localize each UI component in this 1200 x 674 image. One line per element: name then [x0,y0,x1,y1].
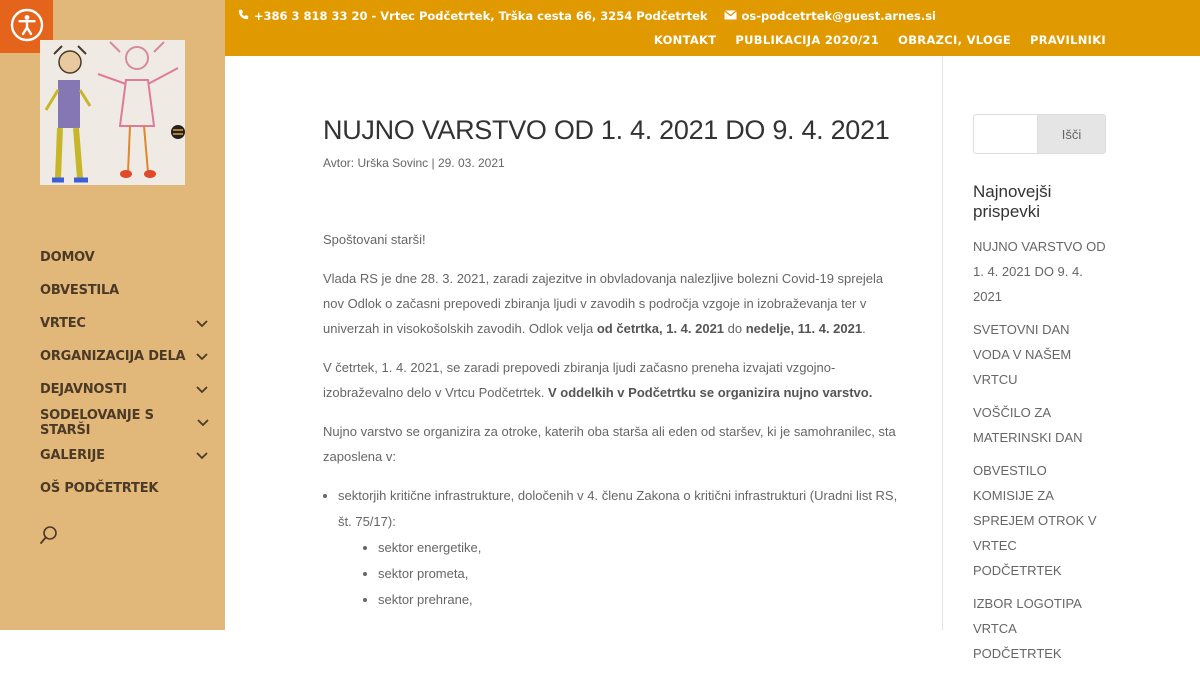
author-link[interactable]: Urška Sovinc [357,156,429,170]
list-item: • sektor energetike, [378,535,903,561]
sidebar-item-os-podcetrtek[interactable] [40,472,210,505]
paragraph-1: Vlada RS je dne 28. 3. 2021, zaradi zajezitve in obvladovanja nalezljive bolezni Covid-19 sprejela nov Odlok o začasni prepovedi zbiranja ljudi v zavodih s področja vzgoje in izobraževanja ter v univerzah in visokošolskih zavodih. Odlok velja od četrtka, 1. 4. 2021 do nedelje, 11. 4. 2021. [323,271,884,336]
contact-info [238,9,936,23]
sidebar-item-label: DEJAVNOSTI [40,382,127,397]
phone-icon [238,9,249,23]
list-item: • sektorjih kritične infrastrukture, določenih v 4. členu Zakona o kritični infrastrukturi (Uradni list RS, št. 75/17): • sektor energetike, • sektor prometa, • sektor prehrane, [338,483,903,613]
right-sidebar [973,114,1106,674]
nav-pravilniki[interactable]: PRAVILNIKI [1029,33,1106,47]
sidebar-item-galerije[interactable] [40,439,210,472]
post-meta [323,156,903,170]
phone-text: +386 3 818 33 20 - Vrtec Podčetrtek, Trška cesta 66, 3254 Podčetrtek [253,9,708,23]
greeting: Spoštovani starši! [323,232,426,247]
sidebar-item-domov[interactable] [40,241,210,274]
recent-post-link[interactable]: VOŠČILO ZA MATERINSKI DAN [973,405,1083,445]
sidebar-item-dejavnosti[interactable] [40,373,210,406]
post-article [323,110,903,613]
recent-posts-list [973,234,1106,666]
sidebar-item-vrtec[interactable] [40,307,210,340]
list-item: • sektor prometa, [378,561,903,587]
recent-post-link[interactable]: SVETOVNI DAN VODA V NAŠEM VRTCU [973,322,1072,387]
sidebar-item-label: VRTEC [40,316,86,331]
sidebar-item-label: ORGANIZACIJA DELA [40,349,186,364]
sidebar-nav [40,241,210,505]
site-logo[interactable] [40,40,185,185]
sidebar-item-organizacija-dela[interactable] [40,340,210,373]
list-item: • sektor prehrane, [378,587,903,613]
top-nav [654,33,1106,47]
accessibility-icon [10,8,44,46]
sector-list [338,483,903,613]
top-header [225,0,1200,56]
sector-sublist [378,535,903,613]
recent-post-link[interactable]: IZBOR LOGOTIPA VRTCA PODČETRTEK [973,596,1082,661]
post-content [323,227,903,613]
meta-prefix: Avtor: [323,156,358,170]
sidebar-item-label: SODELOVANJE S STARŠI [40,407,154,438]
sidebar-item-sodelovanje-s-starsi[interactable] [40,406,210,439]
sidebar-item-obvestila[interactable] [40,274,210,307]
chevron-down-icon[interactable] [194,448,210,464]
nav-publikacija[interactable]: PUBLIKACIJA 2020/21 [735,33,880,47]
left-sidebar [0,0,225,630]
envelope-icon [724,9,737,23]
recent-post-link[interactable]: OBVESTILO KOMISIJE ZA SPREJEM OTROK V VRTEC PODČETRTEK [973,463,1097,578]
search-widget [973,114,1106,154]
column-divider [942,56,943,630]
search-button[interactable]: Išči [1037,114,1106,154]
sidebar-item-label: OBVESTILA [40,283,119,298]
meta-separator: | [428,156,438,170]
sidebar-item-label: OŠ PODČETRTEK [40,481,159,496]
recent-post-link[interactable]: NUJNO VARSTVO OD 1. 4. 2021 DO 9. 4. 2021 [973,239,1106,304]
post-title: NUJNO VARSTVO OD 1. 4. 2021 DO 9. 4. 2021 [323,115,890,145]
search-input[interactable] [973,114,1037,154]
sidebar-item-label: GALERIJE [40,448,105,463]
chevron-down-icon[interactable] [194,349,210,365]
paragraph-3: Nujno varstvo se organizira za otroke, katerih oba starša ali eden od staršev, ki je samohranilec, sta zaposlena v: [323,424,896,464]
chevron-down-icon[interactable] [195,415,210,431]
chevron-down-icon[interactable] [194,316,210,332]
paragraph-2: V četrtek, 1. 4. 2021, se zaradi prepovedi zbiranja ljudi začasno preneha izvajati vzgojno-izobraževalno delo v Vrtcu Podčetrtek. V oddelkih v Podčetrtku se organizira nujno varstvo. [323,360,873,400]
search-icon[interactable] [40,530,58,549]
chevron-down-icon[interactable] [194,382,210,398]
recent-posts-title: Najnovejši prispevki [973,182,1052,221]
email-info[interactable] [724,9,936,23]
email-text[interactable]: os-podcetrtek@guest.arnes.si [741,9,936,23]
post-date: 29. 03. 2021 [437,156,505,170]
sidebar-search[interactable] [40,525,200,547]
sidebar-item-label: DOMOV [40,250,95,265]
nav-obrazci-vloge[interactable]: OBRAZCI, VLOGE [898,33,1011,47]
phone-info [238,9,708,23]
nav-kontakt[interactable]: KONTAKT [653,33,717,47]
